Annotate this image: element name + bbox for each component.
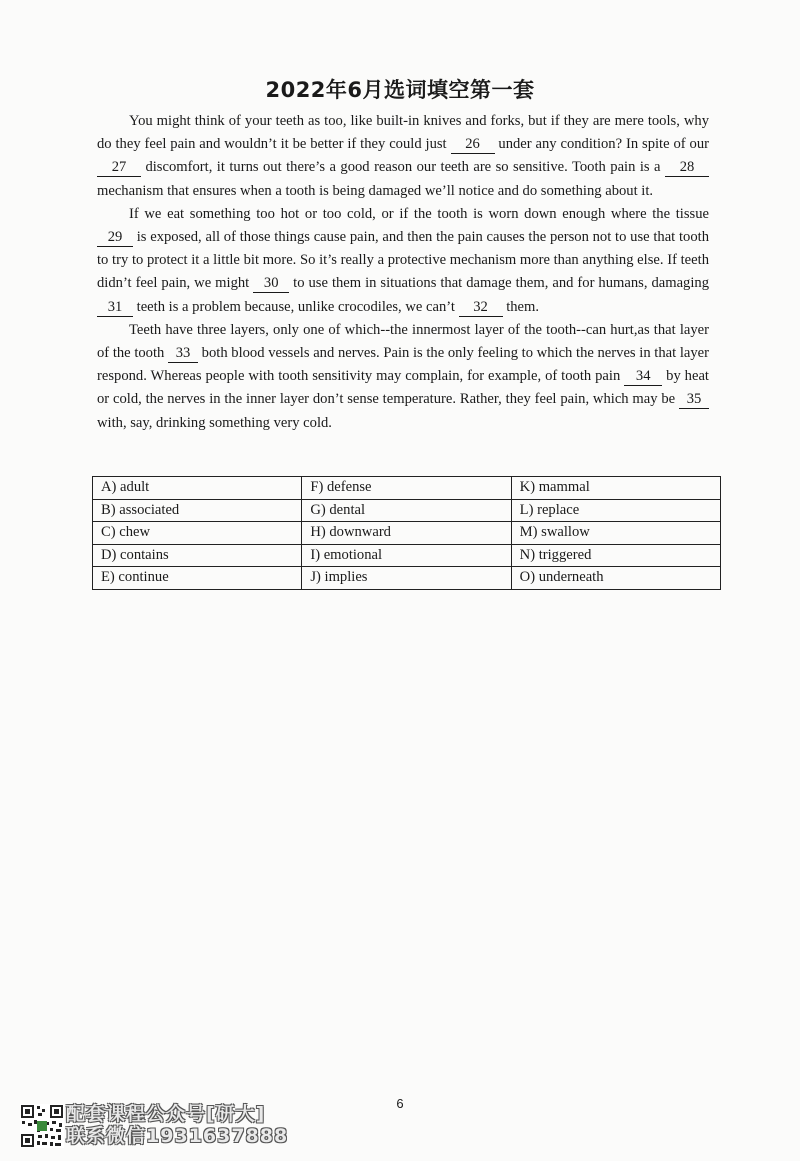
table-row: [93, 544, 721, 567]
option-m: M) swallow: [511, 522, 720, 545]
passage-text: discomfort, it turns out there’s a good reason our teeth are so sensitive. Tooth pain is a: [141, 159, 665, 176]
option-a: A) adult: [93, 477, 302, 500]
option-o: O) underneath: [511, 567, 720, 590]
passage-text: You might think of your teeth as too, like built-in knives and forks, but if they are mere tools, why do they feel pain and wouldn’t it be better if they could just: [97, 113, 709, 153]
paragraph-2: [97, 203, 709, 319]
option-j: J) implies: [302, 567, 511, 590]
option-l: L) replace: [511, 499, 720, 522]
blank-29: 29: [97, 229, 133, 247]
paragraph-1: [97, 110, 709, 203]
blank-33: 33: [168, 345, 198, 363]
passage-text: mechanism that ensures when a tooth is being damaged we’ll notice and do something about it.: [97, 182, 654, 199]
promo-line-2: 联系微信1931637888: [66, 1125, 289, 1147]
option-d: D) contains: [93, 544, 302, 567]
option-f: F) defense: [302, 477, 511, 500]
option-i: I) emotional: [302, 544, 511, 567]
blank-26: 26: [451, 136, 495, 154]
table-row: [93, 499, 721, 522]
option-e: E) continue: [93, 567, 302, 590]
watermark-promo: [66, 1103, 288, 1147]
passage-text: teeth is a problem because, unlike crocodiles, we can’t: [133, 298, 459, 315]
blank-34: 34: [624, 368, 662, 386]
blank-31: 31: [97, 299, 133, 317]
passage-text: both blood vessels and nerves. Pain is the only feeling to which the nerves in that layer respond. Whereas people with tooth sensitivity may complain, for example, of tooth pain: [97, 345, 709, 385]
passage-text: If we eat something too hot or too cold, or if the tooth is worn down enough where the tissue: [129, 205, 709, 222]
page-title: 2022年6月选词填空第一套: [265, 78, 535, 102]
blank-27: 27: [97, 159, 141, 177]
passage-text: by heat or cold, the nerves in the inner layer don’t sense temperature. Rather, they feel pain, which may be: [97, 368, 709, 408]
promo-line-1: 配套课程公众号[研大]: [66, 1103, 266, 1125]
option-c: C) chew: [93, 522, 302, 545]
table-row: [93, 477, 721, 500]
option-b: B) associated: [93, 499, 302, 522]
option-g: G) dental: [302, 499, 511, 522]
table-row: [93, 567, 721, 590]
passage-text: is exposed, all of those things cause pain, and then the pain causes the person not to use that tooth to try to protect it a little bit more. So it’s really a protective mechanism more than anything else. If teeth didn’t feel pain, we might: [97, 229, 709, 292]
option-h: H) downward: [302, 522, 511, 545]
blank-32: 32: [459, 299, 503, 317]
blank-28: 28: [665, 159, 709, 177]
passage-text: to use them in situations that damage them, and for humans, damaging: [289, 275, 709, 292]
passage: [97, 110, 709, 435]
paragraph-3: [97, 319, 709, 435]
passage-text: under any condition? In spite of our: [494, 136, 709, 153]
page-number: 6: [396, 1096, 404, 1111]
qr-code-icon: [20, 1104, 64, 1148]
option-k: K) mammal: [511, 477, 720, 500]
passage-text: them.: [502, 298, 540, 315]
passage-text: with, say, drinking something very cold.: [97, 414, 332, 431]
blank-30: 30: [253, 275, 289, 293]
option-n: N) triggered: [511, 544, 720, 567]
word-bank-table: [92, 476, 721, 590]
passage-text: Teeth have three layers, only one of which--the innermost layer of the tooth--can hurt,as that layer of the tooth: [97, 321, 709, 362]
blank-35: 35: [679, 391, 709, 409]
table-row: [93, 522, 721, 545]
